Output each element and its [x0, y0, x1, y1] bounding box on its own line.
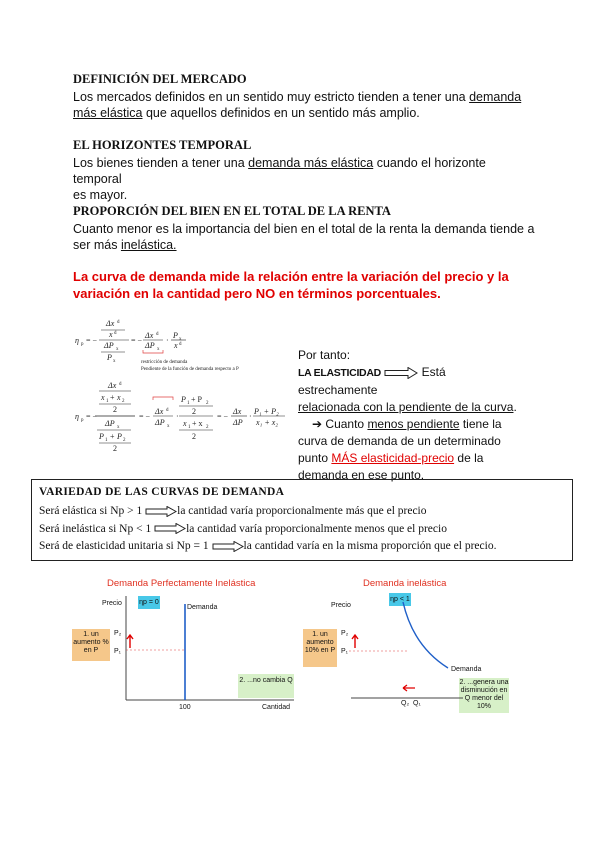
svg-text:η: η — [75, 336, 79, 345]
tanto-line1 — [298, 364, 528, 399]
result: la cantidad varía proporcionalmente menos que el precio — [186, 522, 447, 535]
text: demanda en ese punto. — [298, 468, 425, 482]
text: . — [513, 400, 517, 414]
y-axis-label: Precio — [102, 600, 122, 607]
svg-text:= −: = − — [217, 412, 229, 421]
result: la cantidad varía en la misma proporción que el precio. — [243, 540, 497, 552]
price-label: P₂ — [114, 630, 122, 637]
quantity-label: Q₁ — [413, 700, 421, 707]
text: ser más — [73, 238, 121, 252]
svg-text:+: + — [110, 393, 115, 402]
svg-text:= −: = − — [139, 412, 151, 421]
quantity-label: Q₂ — [401, 700, 410, 707]
condition: Será elástica si Np > 1 — [39, 505, 143, 517]
text: curva de demanda de un determinado — [298, 434, 501, 448]
result: la cantidad varía proporcionalmente más que el precio — [177, 505, 427, 517]
graph-perfectly-inelastic — [72, 574, 300, 714]
svg-text:= −: = − — [86, 412, 98, 421]
curve-label: Demanda — [187, 604, 218, 611]
tanto-intro: Por tanto: — [298, 348, 351, 362]
section-title-mercado: DEFINICIÓN DEL MERCADO — [73, 72, 247, 86]
up-arrow-icon — [127, 635, 133, 648]
svg-text:1: 1 — [106, 399, 109, 404]
svg-text:+: + — [110, 432, 115, 441]
elasticity-formula-image — [73, 316, 293, 454]
text-underlined: relacionada con la pendiente de la curva — [298, 400, 514, 414]
text: que aquellos definidos en un sentido más amplio. — [142, 106, 420, 120]
right-arrow-icon — [212, 541, 244, 552]
svg-text:·: · — [249, 412, 252, 421]
svg-text:+ P: + P — [191, 395, 202, 404]
section-text-proporcion — [73, 221, 543, 253]
svg-text:x: x — [174, 341, 178, 350]
text-underlined: menos pendiente — [367, 417, 460, 431]
svg-text:x: x — [101, 393, 105, 402]
graph-title: Demanda inelástica — [363, 578, 447, 589]
right-arrow-icon — [145, 506, 177, 517]
svg-text:x₁ + x₂: x₁ + x₂ — [256, 418, 279, 427]
svg-text:·: · — [166, 336, 169, 345]
svg-text:1: 1 — [105, 438, 108, 443]
text: Cuanto — [325, 417, 368, 431]
variedad-rows — [39, 503, 496, 556]
svg-text:= −: = − — [131, 336, 143, 345]
svg-text:·: · — [176, 412, 179, 421]
bullet-arrow-icon: ➔ — [312, 417, 323, 431]
note-box: 1. un aumento % en P — [72, 629, 110, 661]
tanto-bullet — [298, 416, 528, 433]
left-arrow-icon — [403, 685, 415, 691]
svg-text:ΔP: ΔP — [105, 419, 115, 428]
svg-text:ΔP: ΔP — [145, 341, 155, 350]
note-box: 2. ...no cambia Q — [238, 674, 294, 698]
svg-text:1: 1 — [187, 401, 190, 406]
svg-text:2: 2 — [122, 399, 125, 404]
svg-text:Δx: Δx — [108, 381, 117, 390]
svg-text:x: x — [117, 393, 121, 402]
svg-text:2: 2 — [123, 438, 126, 443]
svg-text:x: x — [183, 419, 187, 428]
formula-note: restricción de demanda — [141, 360, 188, 365]
price-label: P₁ — [114, 648, 122, 655]
svg-text:x: x — [113, 359, 116, 364]
red-note — [73, 268, 543, 302]
elasticity-badge: ηp < 1 — [389, 593, 411, 606]
svg-text:x: x — [179, 337, 182, 342]
condition: Será de elasticidad unitaria si Np = 1 — [39, 540, 209, 552]
text: es mayor. — [73, 188, 128, 202]
svg-text:P₁ + P₂: P₁ + P₂ — [254, 407, 279, 416]
graph1-svg — [72, 574, 300, 714]
svg-text:+ x: + x — [192, 419, 203, 428]
text: Cuanto menor es la importancia del bien en el total de la renta la demanda tiende a — [73, 222, 535, 236]
svg-text:d: d — [179, 342, 182, 347]
section-title-proporcion: PROPORCIÓN DEL BIEN EN EL TOTAL DE LA RENTA — [73, 204, 391, 218]
text: punto — [298, 451, 332, 465]
red-note-line: La curva de demanda mide la relación entre la variación del precio y la — [73, 269, 509, 284]
text-underlined: demanda — [469, 90, 522, 104]
text: de la — [454, 451, 484, 465]
svg-text:x: x — [109, 330, 113, 339]
svg-text:2: 2 — [206, 425, 209, 430]
section-text-horizonte — [73, 155, 533, 203]
right-arrow-icon — [384, 367, 418, 379]
svg-text:Δx: Δx — [233, 407, 242, 416]
y-axis-label: Precio — [331, 602, 351, 609]
formula-note: Pendiente de la función de demanda respecto a P — [141, 367, 239, 372]
svg-text:Δx: Δx — [106, 319, 115, 328]
text-underlined-red: MÁS elasticidad-precio — [331, 451, 455, 465]
svg-text:= −: = − — [86, 336, 98, 345]
svg-text:d: d — [117, 320, 120, 325]
svg-text:x: x — [157, 347, 160, 352]
svg-text:ΔP: ΔP — [233, 418, 243, 427]
svg-text:x: x — [116, 347, 119, 352]
right-arrow-icon — [154, 523, 186, 534]
elasticidad-label: LA ELASTICIDAD — [298, 367, 381, 379]
graph-title: Demanda Perfectamente Inelástica — [107, 578, 256, 589]
text: Los bienes tienden a tener una — [73, 156, 249, 170]
svg-text:d: d — [156, 332, 159, 337]
svg-text:Δx: Δx — [145, 331, 154, 340]
svg-text:p: p — [81, 418, 84, 423]
red-note-line: variación en la cantidad pero NO en términos porcentuales. — [73, 286, 441, 301]
variedad-row — [39, 503, 496, 521]
note-box: 1. un aumento 10% en P — [303, 629, 337, 667]
svg-text:2: 2 — [192, 432, 196, 441]
svg-text:d: d — [166, 408, 169, 413]
svg-text:d: d — [114, 331, 117, 336]
svg-text:P: P — [99, 432, 104, 441]
svg-text:P: P — [173, 331, 178, 340]
section-title-horizonte: EL HORIZONTES TEMPORAL — [73, 138, 252, 152]
svg-text:d: d — [119, 382, 122, 387]
price-label: P₁ — [341, 648, 349, 655]
graph-inelastic — [303, 574, 518, 714]
svg-text:P: P — [117, 432, 122, 441]
svg-text:Δx: Δx — [155, 407, 164, 416]
text-underlined: inelástica. — [120, 238, 177, 252]
svg-text:2: 2 — [113, 444, 117, 453]
variedad-box — [31, 479, 573, 561]
up-arrow-icon — [352, 635, 358, 648]
svg-text:ΔP: ΔP — [155, 418, 165, 427]
svg-text:2: 2 — [192, 407, 196, 416]
text: Está estrechamente — [298, 365, 446, 397]
text-underlined: demanda más elástica — [248, 156, 374, 170]
svg-text:2: 2 — [113, 405, 117, 414]
formula-svg — [73, 316, 293, 454]
variedad-title: VARIEDAD DE LAS CURVAS DE DEMANDA — [39, 486, 285, 498]
text: tiene la — [459, 417, 502, 431]
svg-text:η: η — [75, 412, 79, 421]
elasticity-conclusion — [298, 347, 528, 484]
variedad-row — [39, 521, 496, 539]
section-text-mercado — [73, 89, 533, 121]
svg-text:P: P — [107, 353, 112, 362]
text: Los mercados definidos en un sentido muy estricto tienden a tener una — [73, 90, 470, 104]
condition: Será inelástica si Np < 1 — [39, 522, 152, 535]
svg-text:x: x — [117, 425, 120, 430]
curve-label: Demanda — [451, 666, 482, 673]
svg-text:x: x — [167, 424, 170, 429]
svg-text:p: p — [81, 342, 84, 347]
x-axis-label: Cantidad — [262, 704, 291, 711]
demand-curve — [403, 602, 448, 668]
text-underlined: más elástica — [73, 106, 143, 120]
text: cuando el horizonte temporal — [73, 156, 486, 186]
svg-text:P: P — [181, 395, 186, 404]
svg-text:2: 2 — [206, 401, 209, 406]
variedad-row — [39, 538, 496, 556]
svg-text:1: 1 — [188, 425, 191, 430]
graph2-svg — [303, 574, 518, 714]
tanto-line2 — [298, 399, 528, 416]
price-label: P₂ — [341, 630, 349, 637]
elasticity-badge: ηp = 0 — [138, 596, 160, 609]
svg-text:ΔP: ΔP — [104, 341, 114, 350]
tanto-line6 — [298, 450, 528, 467]
note-box: 2. ...genera una disminución en Q menor del 10% — [459, 678, 509, 713]
x-value-label: 100 — [179, 704, 191, 711]
